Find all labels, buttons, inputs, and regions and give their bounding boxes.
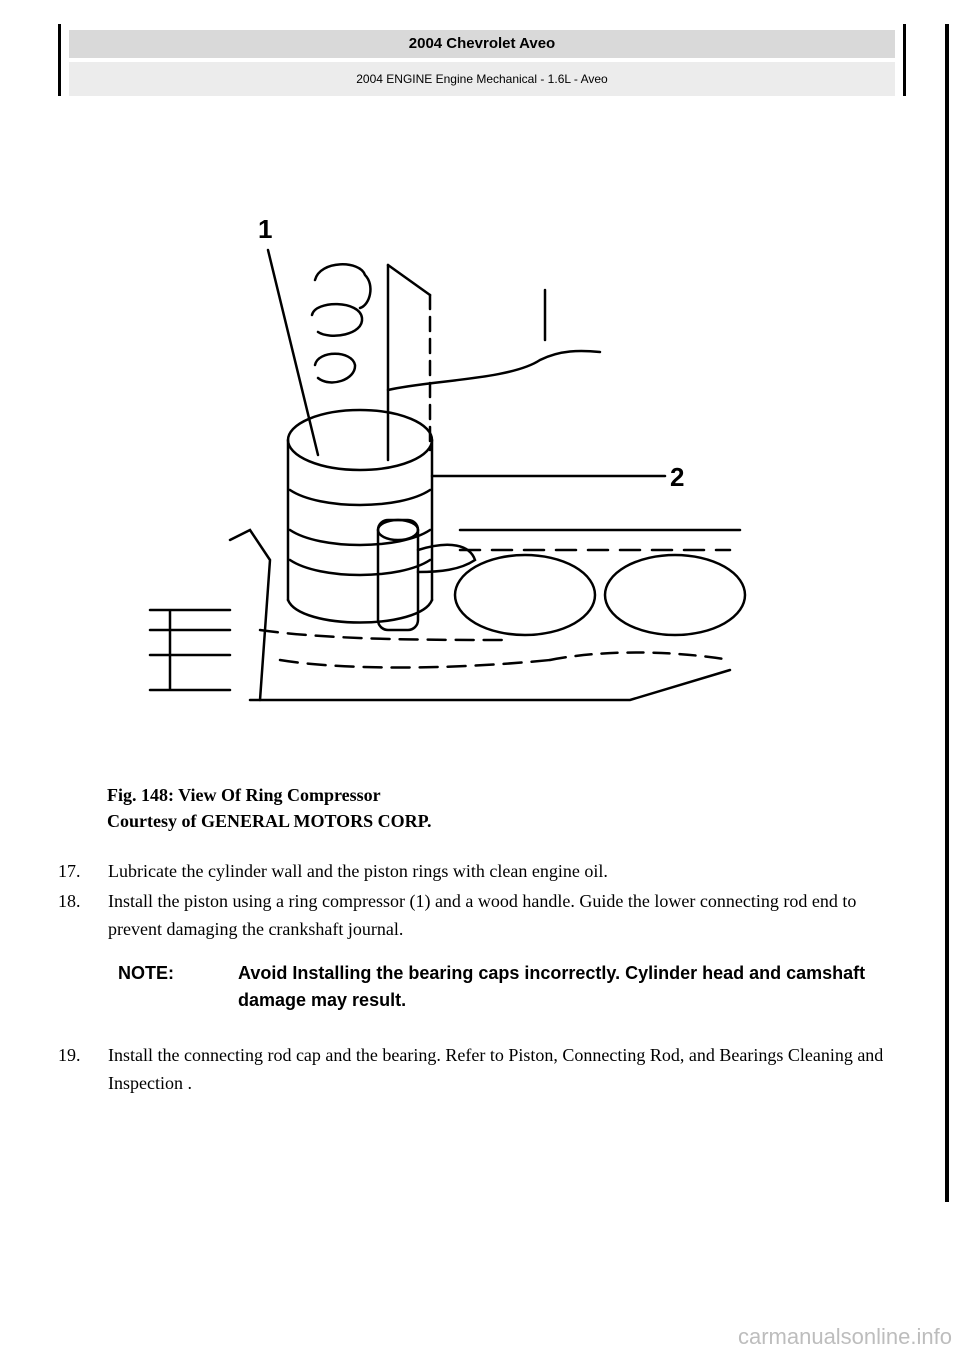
callout-1-leader [268,250,318,455]
right-margin-rule [945,24,949,1202]
callout-2-label: 2 [670,462,685,492]
document-subtitle: 2004 ENGINE Engine Mechanical - 1.6L - Aveo [69,62,895,96]
figure-caption-credit: Courtesy of GENERAL MOTORS CORP. [107,811,432,831]
step-number: 17. [58,861,81,881]
step-18 [58,887,888,943]
step-text: Install the connecting rod cap and the bearing. Refer to Piston, Connecting Rod, and Bearings Cleaning and Inspection . [108,1045,884,1093]
step-number: 18. [58,891,81,911]
note-text: Avoid Installing the bearing caps incorrectly. Cylinder head and camshaft damage may result. [238,963,866,1010]
step-19 [58,1041,888,1097]
step-17 [58,857,888,885]
page-header [58,24,906,96]
step-number: 19. [58,1045,81,1065]
note-block [118,960,898,1014]
figure-caption [107,782,432,834]
document-title: 2004 Chevrolet Aveo [69,30,895,58]
step-text: Lubricate the cylinder wall and the piston rings with clean engine oil. [108,861,608,881]
note-label: NOTE: [118,963,174,983]
ring-compressor-illustration [130,200,770,710]
callout-1-label: 1 [258,214,273,244]
step-text: Install the piston using a ring compressor (1) and a wood handle. Guide the lower connecting rod end to prevent damaging the crankshaft journal. [108,891,857,939]
watermark: carmanualsonline.info [737,1324,952,1349]
figure-caption-title: Fig. 148: View Of Ring Compressor [107,785,381,805]
